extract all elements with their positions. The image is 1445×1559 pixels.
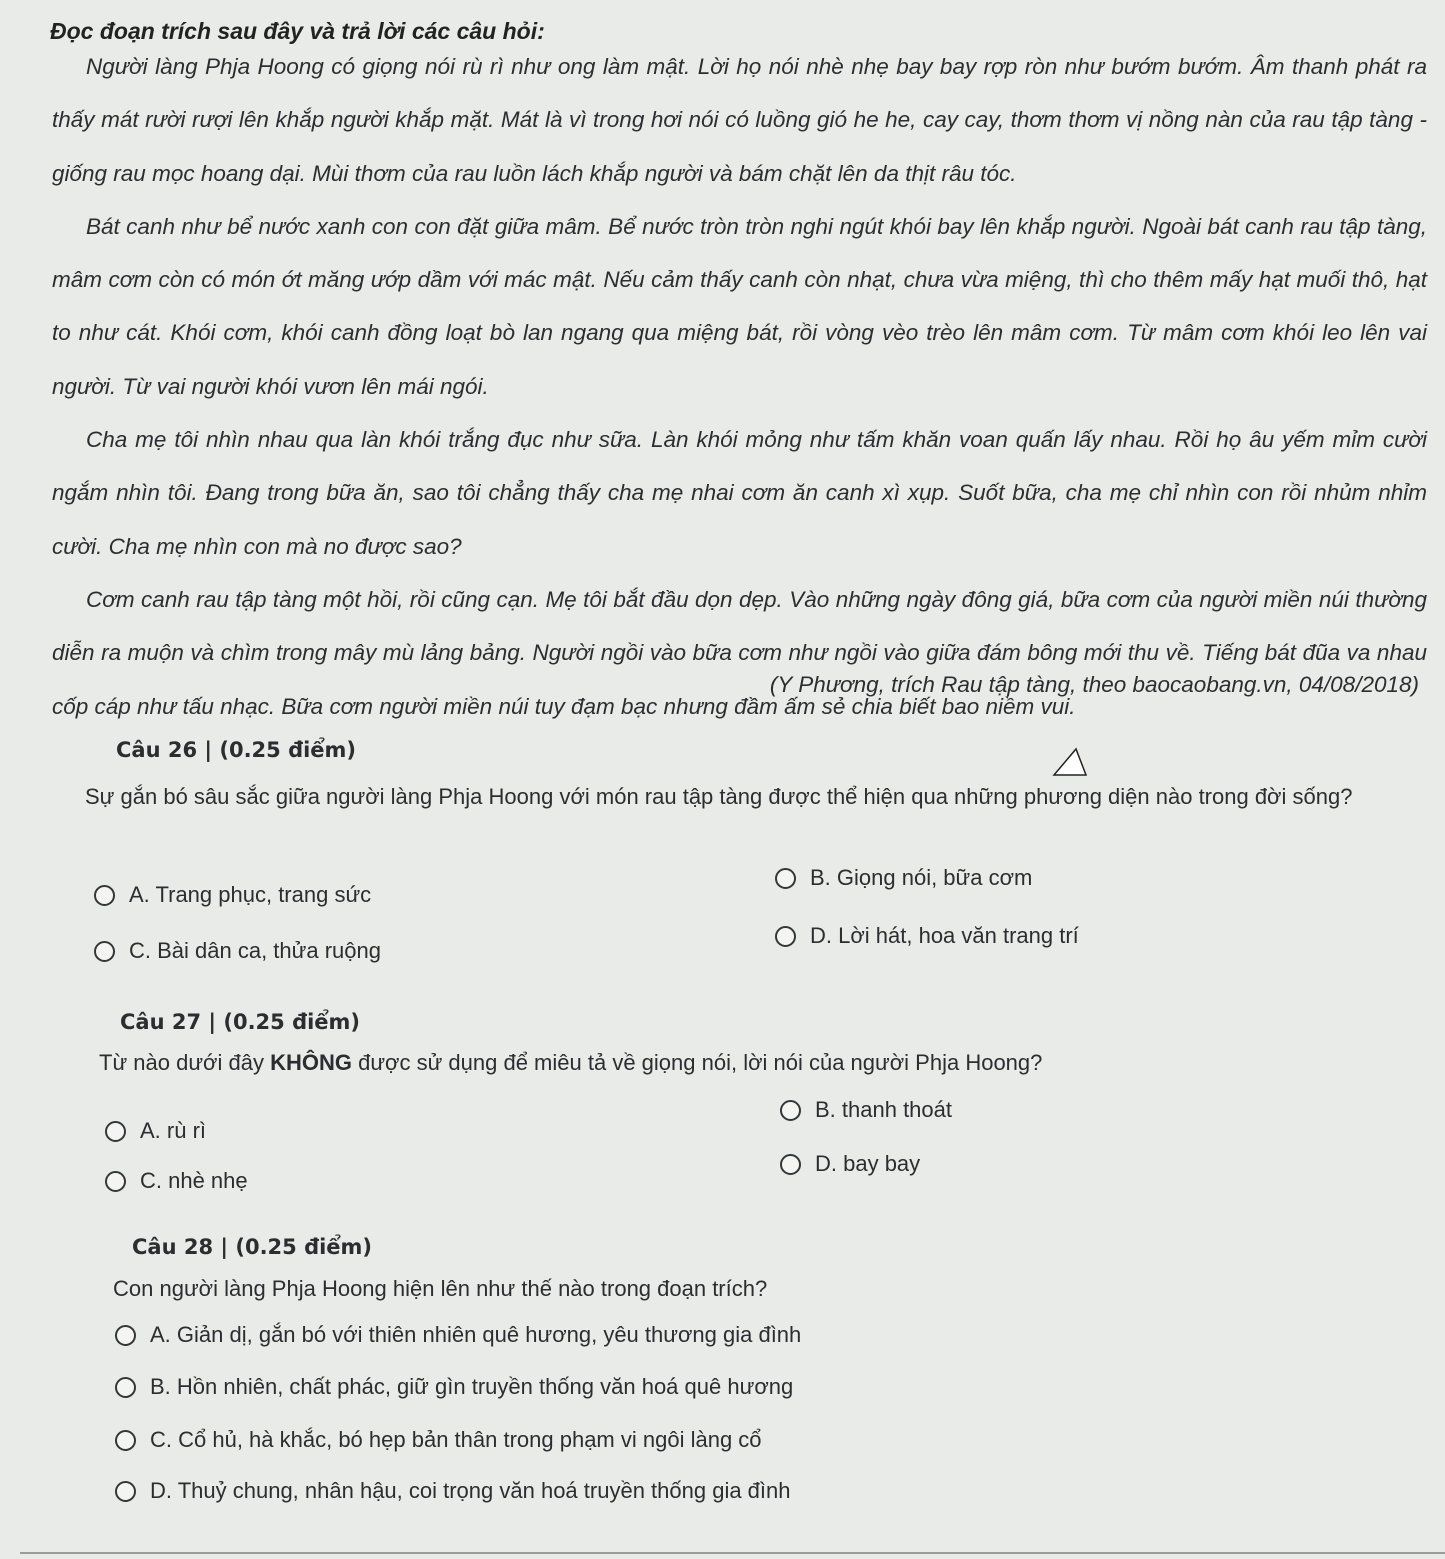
passage-paragraph: Cha mẹ tôi nhìn nhau qua làn khói trắng đục như sữa. Làn khói mỏng như tấm khăn voan quấn lấy nhau. Rồi họ âu yếm mỉm cười ngắm nhìn tôi. Đang trong bữa ăn, sao tôi chẳng thấy cha mẹ nhai cơm ăn canh xì xụp. Suốt bữa, cha mẹ chỉ nhìn con rồi nhủm nhỉm cười. Cha mẹ nhìn con mà no được sao? [52, 427, 1427, 559]
radio-icon[interactable] [115, 1481, 136, 1502]
instruction-heading: Đọc đoạn trích sau đây và trả lời các câu hỏi: [50, 18, 545, 44]
q26-option-b[interactable] [775, 865, 1032, 891]
question-26-text: Sự gắn bó sâu sắc giữa người làng Phja Hoong với món rau tập tàng được thể hiện qua những phương diện nào trong đời sống? [85, 784, 1353, 809]
option-label: D. Lời hát, hoa văn trang trí [810, 923, 1079, 948]
radio-icon[interactable] [115, 1377, 136, 1398]
question-text-part: được sử dụng để miêu tả về giọng nói, lời nói của người Phja Hoong? [351, 1050, 1043, 1075]
q27-option-d[interactable] [780, 1151, 920, 1177]
option-label: B. Giọng nói, bữa cơm [810, 865, 1033, 890]
q26-option-d[interactable] [775, 923, 1079, 949]
emphasis-text: KHÔNG [270, 1050, 352, 1075]
passage-source: (Y Phương, trích Rau tập tàng, theo baocaobang.vn, 04/08/2018) [769, 672, 1419, 697]
option-label: C. Cổ hủ, hà khắc, bó hẹp bản thân trong phạm vi ngôi làng cổ [150, 1427, 762, 1452]
radio-icon[interactable] [775, 868, 796, 889]
q27-option-c[interactable] [105, 1168, 248, 1194]
mouse-cursor-icon [1050, 745, 1090, 779]
question-26-title: Câu 26 | (0.25 điểm) [116, 738, 357, 762]
q28-option-d[interactable] [115, 1478, 791, 1504]
radio-icon[interactable] [775, 926, 796, 947]
question-27-text [99, 1036, 1439, 1089]
question-28-text: Con người làng Phja Hoong hiện lên như thế nào trong đoạn trích? [113, 1276, 768, 1301]
radio-icon[interactable] [94, 941, 115, 962]
option-label: D. bay bay [815, 1151, 921, 1176]
radio-icon[interactable] [780, 1100, 801, 1121]
q26-option-a[interactable] [94, 882, 371, 908]
option-label: B. Hồn nhiên, chất phác, giữ gìn truyền thống văn hoá quê hương [150, 1374, 794, 1399]
reading-passage [52, 40, 1427, 733]
q28-option-b[interactable] [115, 1374, 793, 1400]
question-27-title: Câu 27 | (0.25 điểm) [120, 1010, 361, 1034]
radio-icon[interactable] [115, 1430, 136, 1451]
page-divider [20, 1552, 1445, 1554]
q26-option-c[interactable] [94, 938, 381, 964]
q27-option-b[interactable] [780, 1097, 952, 1123]
option-label: B. thanh thoát [815, 1097, 952, 1122]
passage-paragraph: Bát canh như bể nước xanh con con đặt giữa mâm. Bể nước tròn tròn nghi ngút khói bay lên khắp người. Ngoài bát canh rau tập tàng, mâm cơm còn có món ớt măng ướp dầm với mác mật. Nếu cảm thấy canh còn nhạt, chưa vừa miệng, thì cho thêm mấy hạt muối thô, hạt to như cát. Khói cơm, khói canh đồng loạt bò lan ngang qua miệng bát, rồi vòng vèo trèo lên mâm cơm. Từ mâm cơm khói leo lên vai người. Từ vai người khói vươn lên mái ngói. [52, 213, 1427, 399]
option-label: D. Thuỷ chung, nhân hậu, coi trọng văn hoá truyền thống gia đình [150, 1478, 791, 1503]
option-label: C. Bài dân ca, thửa ruộng [129, 938, 381, 963]
radio-icon[interactable] [105, 1171, 126, 1192]
q28-option-c[interactable] [115, 1427, 762, 1453]
passage-paragraph: Cơm canh rau tập tàng một hồi, rồi cũng cạn. Mẹ tôi bắt đầu dọn dẹp. Vào những ngày đông giá, bữa cơm của người miền núi thường diễn ra muộn và chìm trong mây mù lảng bảng. Người ngồi vào bữa cơm như ngồi vào giữa đám bông mới thu về. Tiếng bát đũa va nhau cốp cáp như tấu nhạc. Bữa cơm người miền núi tuy đạm bạc nhưng đầm ấm sẻ chia biết bao niềm vui. [52, 586, 1427, 719]
q28-option-a[interactable] [115, 1322, 801, 1348]
question-28-title: Câu 28 | (0.25 điểm) [132, 1235, 373, 1259]
passage-paragraph: Người làng Phja Hoong có giọng nói rù rì như ong làm mật. Lời họ nói nhè nhẹ bay bay rợp ròn như bướm bướm. Âm thanh phát ra thấy mát rười rượi lên khắp người khắp mặt. Mát là vì trong hơi nói có luồng gió he he, cay cay, thơm thơm vị nồng nàn của rau tập tàng - giống rau mọc hoang dại. Mùi thơm của rau luồn lách khắp người và bám chặt lên da thịt râu tóc. [52, 54, 1427, 186]
option-label: C. nhè nhẹ [140, 1168, 248, 1193]
option-label: A. Trang phục, trang sức [129, 882, 372, 907]
option-label: A. rù rì [140, 1118, 207, 1143]
radio-icon[interactable] [94, 885, 115, 906]
radio-icon[interactable] [780, 1154, 801, 1175]
option-label: A. Giản dị, gắn bó với thiên nhiên quê hương, yêu thương gia đình [150, 1322, 802, 1347]
radio-icon[interactable] [115, 1325, 136, 1346]
question-text-part: Từ nào dưới đây [99, 1050, 271, 1075]
q27-option-a[interactable] [105, 1118, 206, 1144]
radio-icon[interactable] [105, 1121, 126, 1142]
